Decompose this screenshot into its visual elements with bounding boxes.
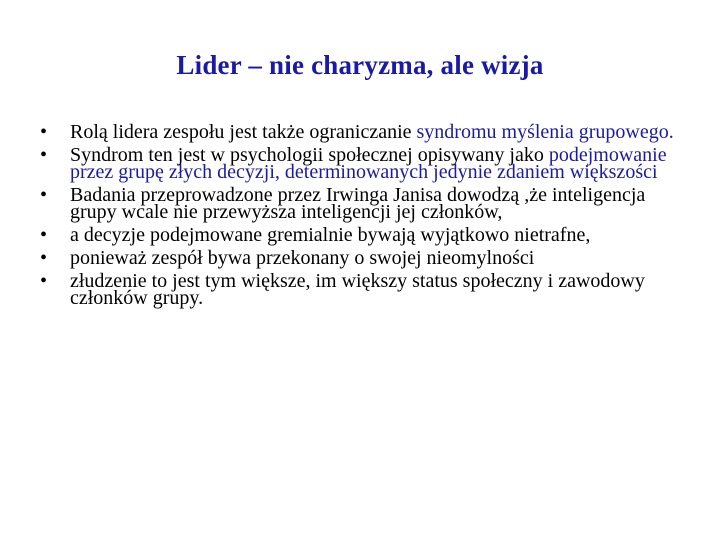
bullet-item: [40, 247, 690, 269]
bullet-icon: •: [40, 144, 48, 166]
bullet-list: [40, 121, 690, 313]
bullet-highlight-text: podejmowanie przez grupę złych decyzji, determinowanych jedynie zdaniem większości: [70, 144, 667, 183]
bullet-item: [40, 184, 690, 223]
bullet-text: Syndrom ten jest w psychologii społecznej opisywany jako: [70, 144, 549, 166]
bullet-icon: •: [40, 270, 48, 292]
bullet-icon: •: [40, 184, 48, 206]
bullet-text: złudzenie to jest tym większe, im większy status społeczny i zawodowy członków grupy.: [70, 270, 645, 309]
bullet-item: [40, 224, 690, 246]
bullet-item: [40, 270, 690, 309]
bullet-highlight-text: syndromu myślenia grupowego.: [416, 121, 674, 143]
bullet-icon: •: [40, 247, 48, 269]
bullet-text: Badania przeprowadzone przez Irwinga Janisa dowodzą ,że inteligencja grupy wcale nie przewyższa inteligencji jej członków,: [70, 184, 646, 223]
bullet-icon: •: [40, 224, 48, 246]
bullet-item: [40, 121, 690, 143]
bullet-text: ponieważ zespół bywa przekonany o swojej nieomylności: [70, 247, 535, 269]
bullet-item: [40, 144, 690, 183]
bullet-text: a decyzje podejmowane gremialnie bywają wyjątkowo nietrafne,: [70, 224, 591, 246]
bullet-icon: •: [40, 121, 48, 143]
bullet-text: Rolą lidera zespołu jest także ograniczanie: [70, 121, 417, 143]
slide-title: Lider – nie charyzma, ale wizja: [176, 50, 544, 80]
